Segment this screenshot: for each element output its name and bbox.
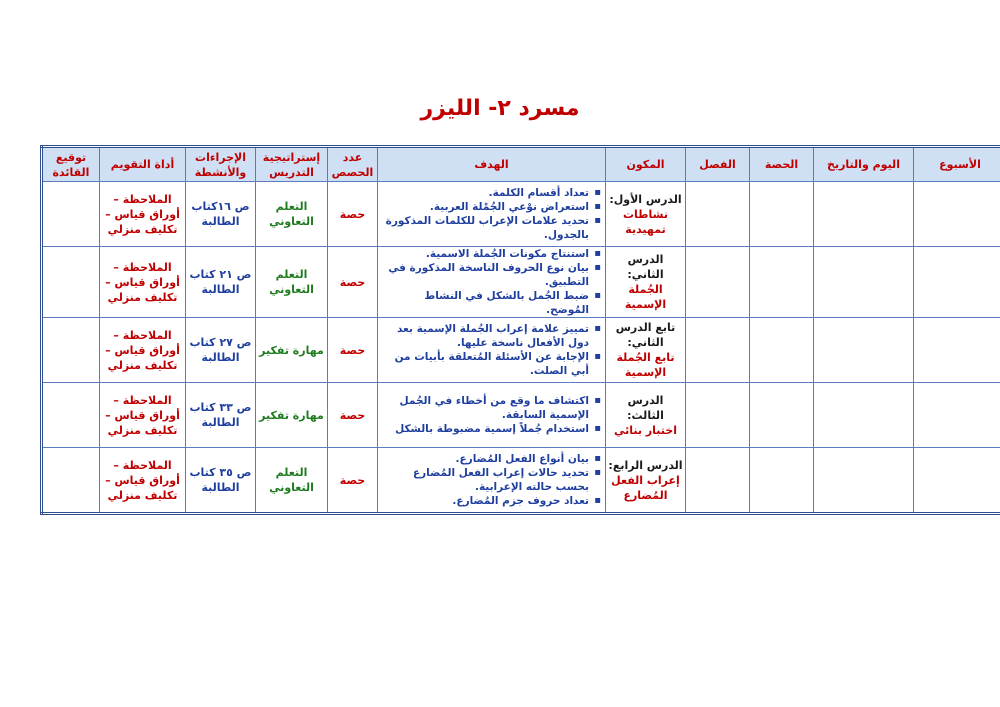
lesson-label: الدرس الأول: xyxy=(609,192,682,206)
goal-item: ▪ تمييز علامة إعراب الجُملة الإسمية بعد دول الأفعال ناسخة عليها. xyxy=(380,322,589,350)
procedures-cell: ص ٣٥ كتاب الطالبة xyxy=(186,448,256,514)
goal-item: ▪ استعراض نوْعي الجُمْلة العربية. xyxy=(380,200,589,214)
lesson-label: الدرس الرابع: xyxy=(608,458,683,472)
evaluation-cell: الملاحظة – أوراق قياس – تكليف منزلي xyxy=(100,182,186,247)
goal-item: ▪ الإجابة عن الأسئلة المُتعلقة بأبيات من أبي الصلت. xyxy=(380,350,589,378)
class-cell xyxy=(686,182,750,247)
signature-cell xyxy=(42,247,100,318)
lesson-topic: نشاطات تمهيدية xyxy=(623,207,668,236)
strategy-cell: مهارة تفكير xyxy=(256,318,328,383)
signature-cell xyxy=(42,383,100,448)
strategy-cell: التعلم التعاوني xyxy=(256,247,328,318)
class-cell xyxy=(686,318,750,383)
component-cell xyxy=(606,182,686,247)
signature-cell xyxy=(42,448,100,514)
goal-cell xyxy=(378,247,606,318)
header-goal: الهدف xyxy=(378,147,606,182)
table-row xyxy=(42,383,1000,448)
evaluation-cell: الملاحظة – أوراق قياس – تكليف منزلي xyxy=(100,383,186,448)
sessions-cell: حصة xyxy=(328,448,378,514)
component-cell xyxy=(606,448,686,514)
header-evaluation: أداة التقويم xyxy=(100,147,186,182)
header-signature: توقيع القائدة xyxy=(42,147,100,182)
period-cell xyxy=(750,383,814,448)
goal-item: ▪ اكتشاف ما وقع من أخطاء في الجُمل الإسمية السابقة. xyxy=(380,394,589,422)
lesson-label: الدرس الثالث: xyxy=(627,393,664,422)
header-week: الأسبوع xyxy=(914,147,1000,182)
day-date-cell xyxy=(814,383,914,448)
table-row xyxy=(42,448,1000,514)
header-strategy: إستراتيجية التدريس xyxy=(256,147,328,182)
week-cell xyxy=(914,383,1000,448)
evaluation-cell: الملاحظة – أوراق قياس – تكليف منزلي xyxy=(100,247,186,318)
goal-item: ▪ تعداد حروف جزم المُضارع. xyxy=(380,494,589,508)
lesson-label: تابع الدرس الثاني: xyxy=(615,321,676,349)
goal-item: ▪ استخدام جُملاً إسمية مضبوطة بالشكل xyxy=(380,422,589,436)
lesson-label: الدرس الثاني: xyxy=(627,253,664,281)
goal-item: ▪ ضبط الجُمل بالشكل في النشاط المُوضح. xyxy=(380,289,589,317)
period-cell xyxy=(750,182,814,247)
goal-item: ▪ استنتاج مكونات الجُملة الاسمية. xyxy=(380,247,589,261)
goal-cell xyxy=(378,182,606,247)
evaluation-cell: الملاحظة – أوراق قياس – تكليف منزلي xyxy=(100,318,186,383)
table-row xyxy=(42,247,1000,318)
period-cell xyxy=(750,318,814,383)
lesson-topic: الجُملة الإسمية xyxy=(624,283,667,311)
goal-cell xyxy=(378,318,606,383)
strategy-cell: التعلم التعاوني xyxy=(256,448,328,514)
strategy-cell: مهارة تفكير xyxy=(256,383,328,448)
strategy-cell: التعلم التعاوني xyxy=(256,182,328,247)
week-cell xyxy=(914,448,1000,514)
procedures-cell: ص ٢٧ كتاب الطالبة xyxy=(186,318,256,383)
week-cell xyxy=(914,247,1000,318)
component-cell xyxy=(606,247,686,318)
lesson-plan-table xyxy=(40,145,1000,515)
header-period: الحصة xyxy=(750,147,814,182)
signature-cell xyxy=(42,182,100,247)
day-date-cell xyxy=(814,448,914,514)
header-day-date: اليوم والتاريخ xyxy=(814,147,914,182)
period-cell xyxy=(750,247,814,318)
day-date-cell xyxy=(814,247,914,318)
sessions-cell: حصة xyxy=(328,182,378,247)
header-class: الفصل xyxy=(686,147,750,182)
header-sessions: عدد الحصص xyxy=(328,147,378,182)
table-row xyxy=(42,182,1000,247)
evaluation-cell: الملاحظة – أوراق قياس – تكليف منزلي xyxy=(100,448,186,514)
lesson-topic: تابع الجُملة الإسمية xyxy=(616,351,675,379)
header-row xyxy=(42,147,1000,182)
table-row xyxy=(42,318,1000,383)
class-cell xyxy=(686,383,750,448)
sessions-cell: حصة xyxy=(328,318,378,383)
goal-cell xyxy=(378,383,606,448)
sessions-cell: حصة xyxy=(328,247,378,318)
goal-item: ▪ تحديد علامات الإعراب للكلمات المذكورة بالجدول. xyxy=(380,214,589,242)
lesson-topic: اختبار بنائي xyxy=(614,423,677,437)
goal-item: ▪ تعداد أقسام الكلمة. xyxy=(380,186,589,200)
goal-item: ▪ بيان نوع الحروف الناسخة المذكورة في التطبيق. xyxy=(380,261,589,289)
procedures-cell: ص ٣٣ كتاب الطالبة xyxy=(186,383,256,448)
procedures-cell: ص ١٦كتاب الطالبة xyxy=(186,182,256,247)
component-cell xyxy=(606,383,686,448)
class-cell xyxy=(686,247,750,318)
day-date-cell xyxy=(814,318,914,383)
page-title: مسرد ٢- الليزر xyxy=(420,96,580,121)
period-cell xyxy=(750,448,814,514)
header-procedures: الإجراءات والأنشطة xyxy=(186,147,256,182)
goal-cell xyxy=(378,448,606,514)
week-cell xyxy=(914,318,1000,383)
day-date-cell xyxy=(814,182,914,247)
lesson-topic: إعراب الفعل المُضارع xyxy=(611,473,680,502)
procedures-cell: ص ٢١ كتاب الطالبة xyxy=(186,247,256,318)
header-component: المكون xyxy=(606,147,686,182)
goal-item: ▪ بيان أنواع الفعل المُضارع. xyxy=(380,452,589,466)
goal-item: ▪ تحديد حالات إعراب الفعل المُضارع بحسب حالته الإعرابية. xyxy=(380,466,589,494)
sessions-cell: حصة xyxy=(328,383,378,448)
week-cell xyxy=(914,182,1000,247)
signature-cell xyxy=(42,318,100,383)
class-cell xyxy=(686,448,750,514)
component-cell xyxy=(606,318,686,383)
